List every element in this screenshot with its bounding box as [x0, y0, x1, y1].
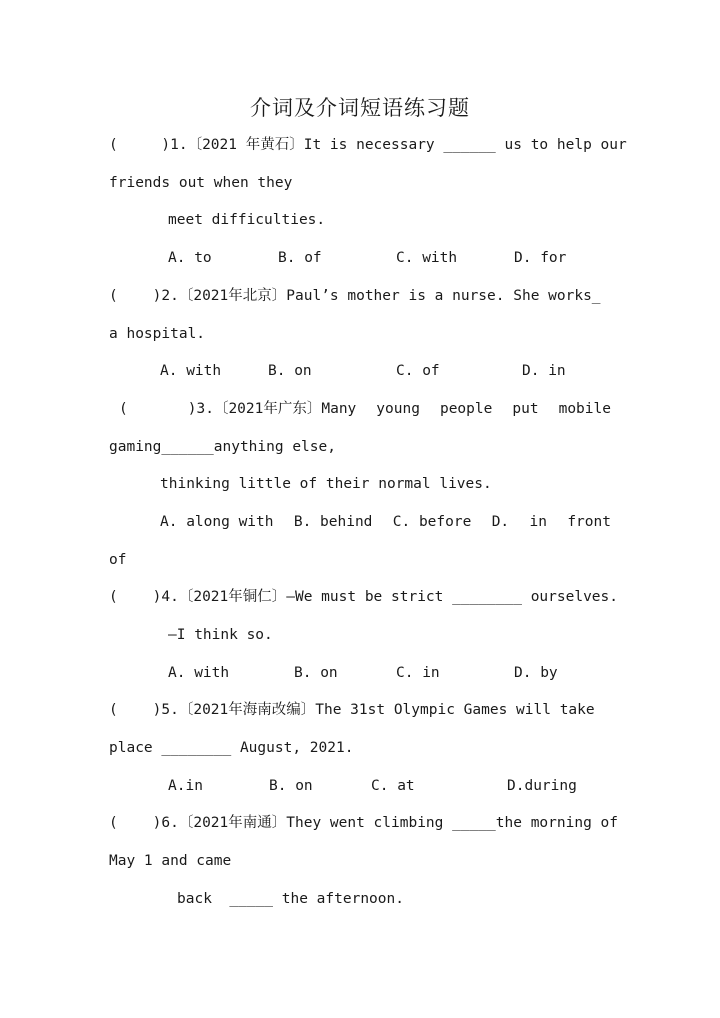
- q3-option-c[interactable]: C. before: [392, 514, 472, 530]
- q3-stem-word: )3.〔2021年广东〕Many: [187, 401, 357, 417]
- q5-option-d[interactable]: D.during: [507, 778, 577, 794]
- q2-option-b[interactable]: B. on: [268, 363, 312, 379]
- q1-option-c[interactable]: C. with: [396, 250, 458, 266]
- q3-option-a[interactable]: A. along with: [160, 514, 274, 530]
- q2-option-d[interactable]: D. in: [522, 363, 566, 379]
- q1-stem-line1: ( )1.〔2021 年黄石〕It is necessary ______ us to help our: [109, 137, 627, 153]
- q3-option-b[interactable]: B. behind: [293, 514, 373, 530]
- q1-options: [168, 248, 566, 268]
- q1-option-d[interactable]: D. for: [514, 250, 567, 266]
- q4-option-a[interactable]: A. with: [168, 665, 230, 681]
- q5-option-b[interactable]: B. on: [269, 778, 313, 794]
- q4-option-c[interactable]: C. in: [396, 665, 440, 681]
- q3-stem-line3: thinking little of their normal lives.: [160, 476, 492, 492]
- q2-option-a[interactable]: A. with: [160, 363, 222, 379]
- q3-stem-word: put: [512, 401, 539, 417]
- q3-option-d[interactable]: D.: [491, 514, 510, 530]
- q3-stem-word: (: [119, 401, 128, 417]
- q3-stem-word: mobile: [558, 401, 611, 417]
- q3-stem-line2: gaming______anything else,: [109, 439, 336, 455]
- q3-options-cont: of: [109, 552, 127, 568]
- q5-option-c[interactable]: C. at: [371, 778, 415, 794]
- q1-option-b[interactable]: B. of: [278, 250, 322, 266]
- q3-option-d-word: in: [529, 514, 547, 530]
- q2-stem-line1: ( )2.〔2021年北京〕Paul’s mother is a nurse. She works_: [109, 288, 601, 304]
- q6-stem-line3: back _____ the afternoon.: [177, 891, 404, 907]
- q4-stem-line2: —I think so.: [168, 627, 273, 643]
- q6-stem-line1: ( )6.〔2021年南通〕They went climbing _____the morning of: [109, 815, 618, 831]
- q1-option-a[interactable]: A. to: [168, 250, 212, 266]
- q1-stem-line3: meet difficulties.: [168, 212, 326, 228]
- q2-option-c[interactable]: C. of: [396, 363, 440, 379]
- page-title: 介词及介词短语练习题: [250, 96, 470, 120]
- q4-option-d[interactable]: D. by: [514, 665, 558, 681]
- q4-stem-line1: ( )4.〔2021年铜仁〕—We must be strict ________ ourselves.: [109, 589, 618, 605]
- q4-options: [168, 663, 558, 683]
- q3-option-d-word: front: [567, 514, 611, 530]
- q3-options: [160, 512, 611, 532]
- q6-stem-line2: May 1 and came: [109, 853, 232, 869]
- q5-stem-line2: place ________ August, 2021.: [109, 740, 354, 756]
- q2-options: [160, 361, 566, 381]
- q5-stem-line1: ( )5.〔2021年海南改编〕The 31st Olympic Games will take: [109, 702, 595, 718]
- q3-stem-word: people: [439, 401, 493, 417]
- q2-stem-line2: a hospital.: [109, 326, 206, 342]
- q4-option-b[interactable]: B. on: [294, 665, 338, 681]
- q5-option-a[interactable]: A.in: [168, 778, 203, 794]
- q5-options: [168, 776, 577, 796]
- q1-stem-line2: friends out when they: [109, 175, 293, 191]
- q3-stem-word: young: [376, 401, 420, 417]
- q3-stem-line1: [109, 399, 611, 419]
